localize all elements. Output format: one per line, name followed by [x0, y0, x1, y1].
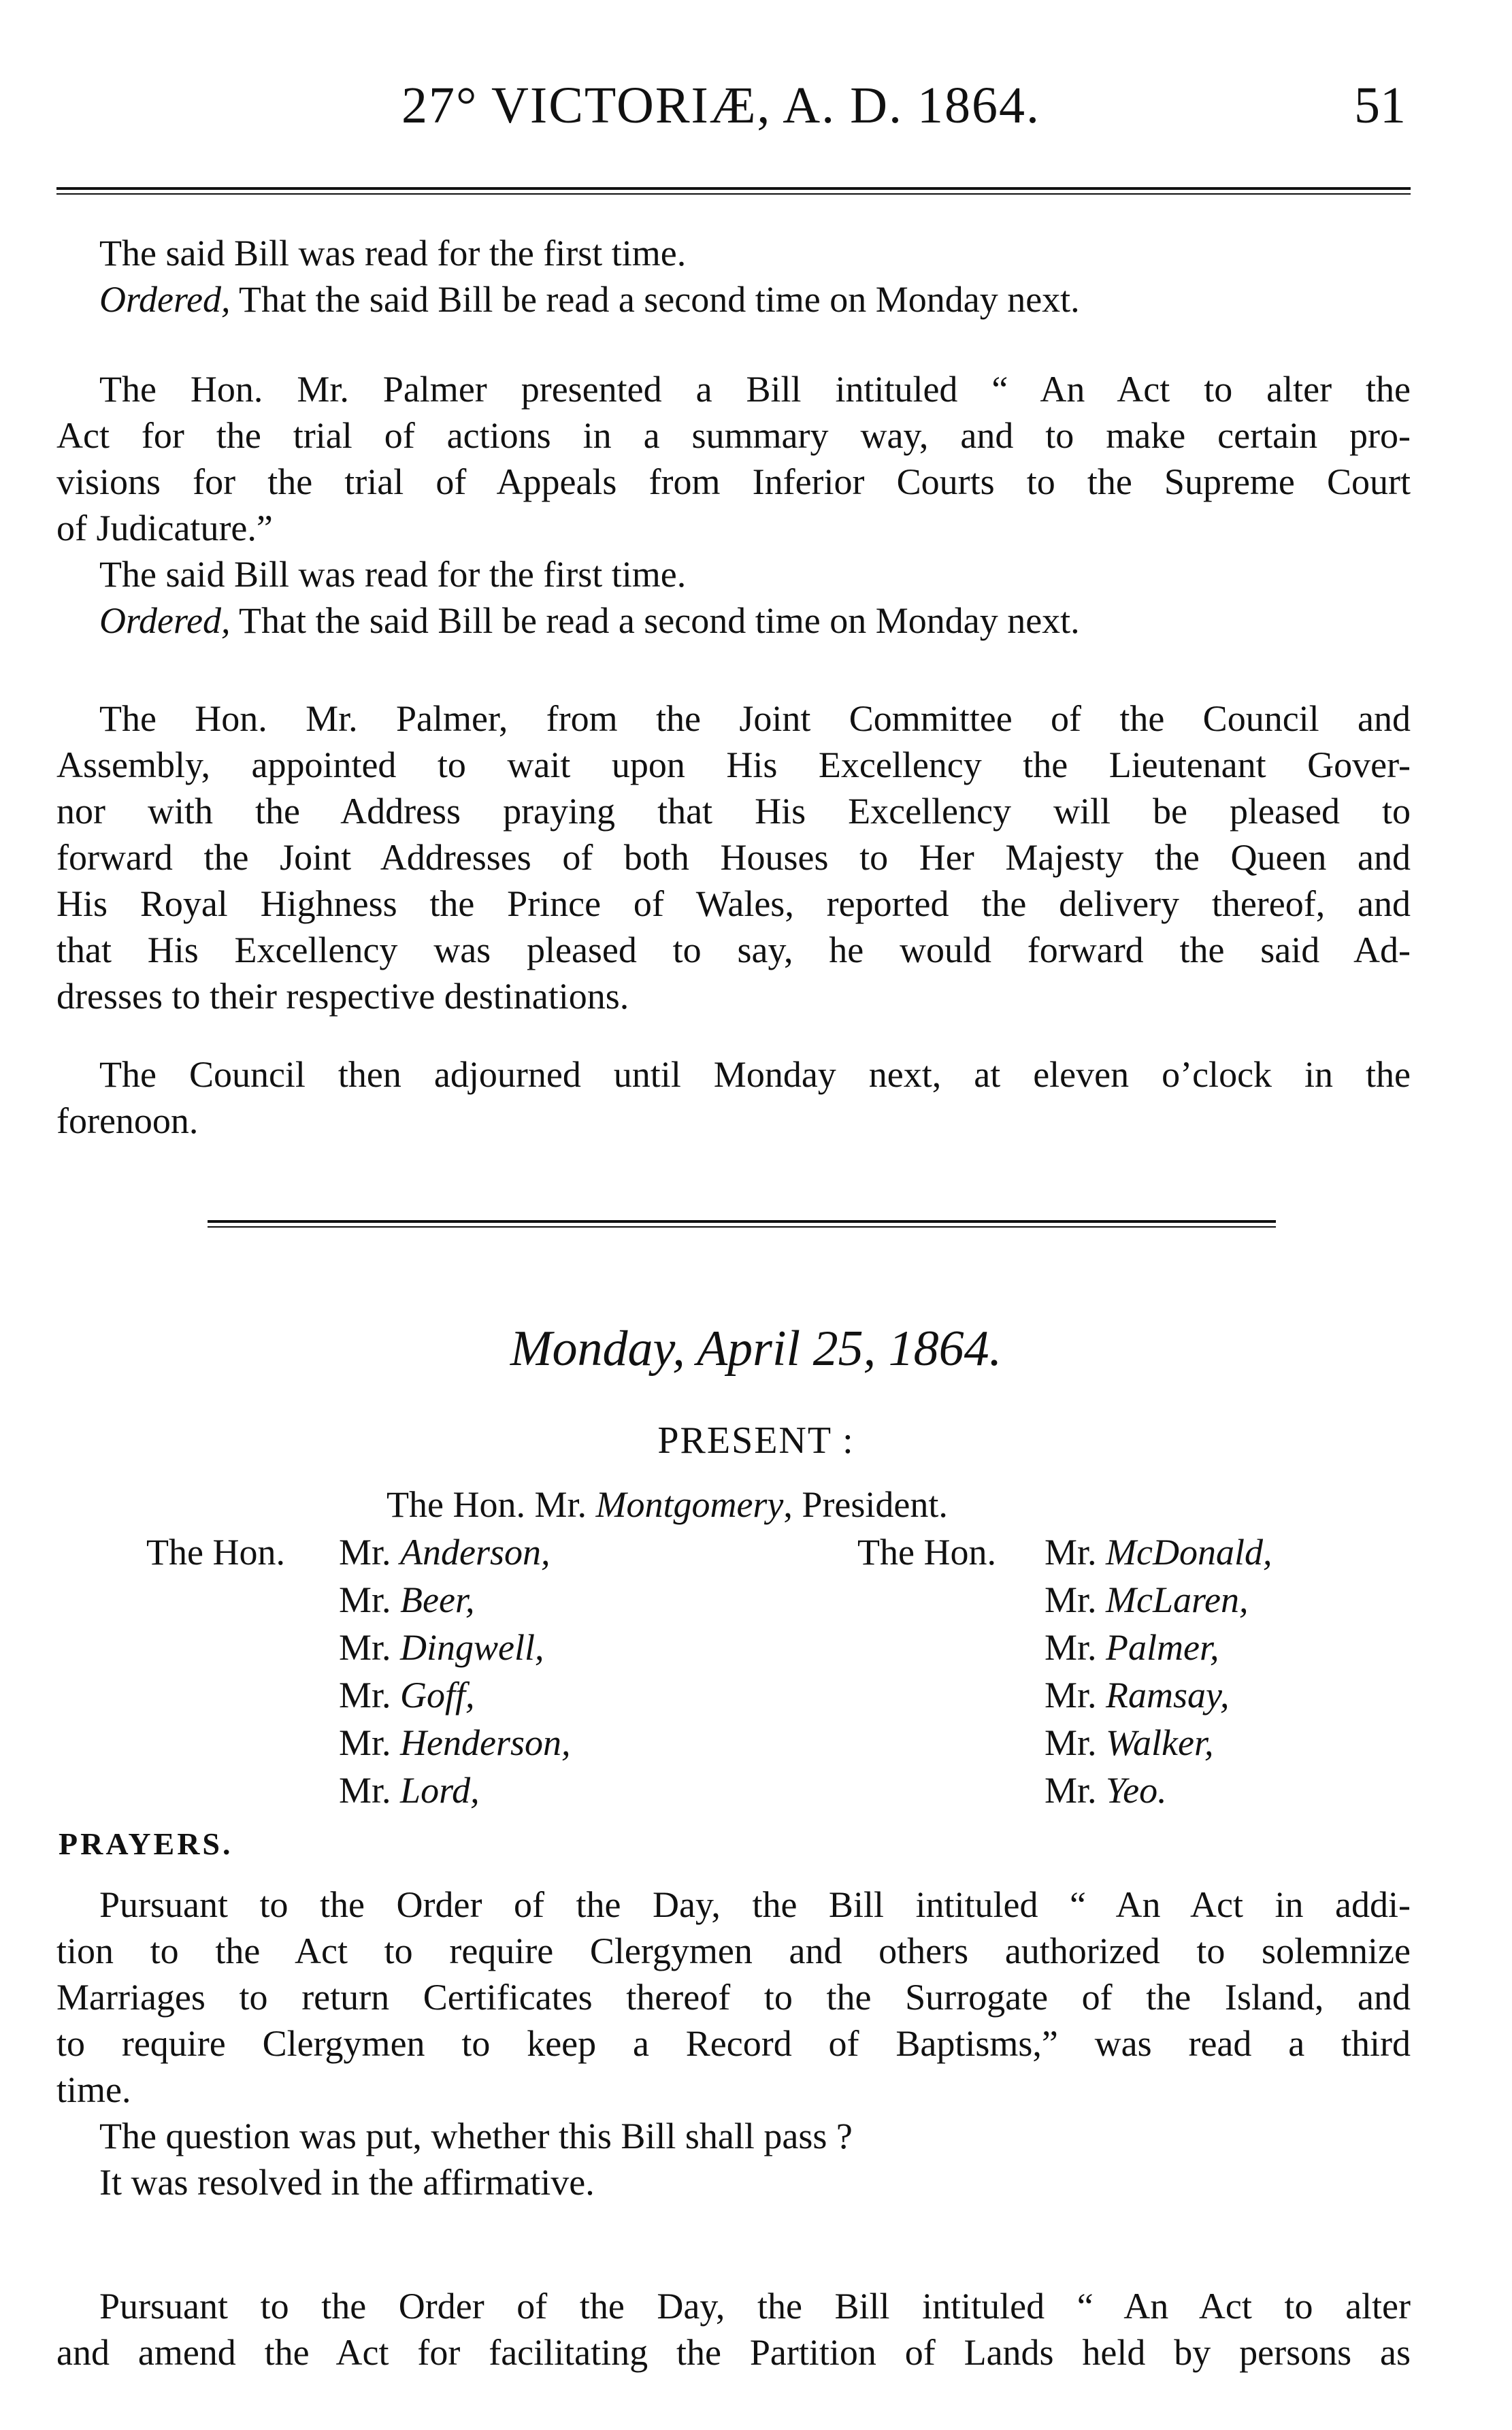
member-name: Dingwell, — [400, 1627, 544, 1668]
president-suffix: , President. — [783, 1484, 948, 1525]
member-name: Goff, — [400, 1675, 475, 1715]
member-left — [339, 1531, 550, 1573]
member-title: Mr. — [339, 1722, 391, 1763]
prayers-label: PRAYERS. — [59, 1826, 233, 1861]
section-divider-top — [208, 1220, 1276, 1223]
text-fragment: That the said Bill be read a second time on Monday next. — [239, 600, 1080, 641]
member-title: Mr. — [1045, 1722, 1097, 1763]
text-line: and amend the Act for facilitating the Partition of Lands held by persons as — [56, 2332, 1411, 2373]
text-line: The Council then adjourned until Monday next, at eleven o’clock in the — [99, 1054, 1411, 1095]
member-left — [339, 1722, 571, 1764]
ordered-word: Ordered, — [99, 279, 231, 320]
text-line: dresses to their respective destinations. — [56, 976, 629, 1017]
text-line: His Royal Highness the Prince of Wales, reported the delivery thereof, and — [56, 883, 1411, 924]
text-line: that His Excellency was pleased to say, he would forward the said Ad- — [56, 930, 1411, 970]
text-line: Act for the trial of actions in a summary way, and to make certain pro- — [56, 415, 1411, 456]
text-line: to require Clergymen to keep a Record of Baptisms,” was read a third — [56, 2023, 1411, 2064]
member-name: McDonald, — [1106, 1532, 1272, 1573]
text-line: Marriages to return Certificates thereof to the Surrogate of the Island, and — [56, 1977, 1411, 2018]
paragraph-first-reading — [56, 230, 1411, 323]
text-line: forenoon. — [56, 1100, 199, 1141]
member-right — [1045, 1674, 1230, 1716]
text-line — [56, 597, 1411, 644]
member-name: Anderson, — [400, 1532, 550, 1573]
member-name: Palmer, — [1106, 1627, 1219, 1668]
text-line: tion to the Act to require Clergymen and others authorized to solemnize — [56, 1931, 1411, 1971]
text-line: Pursuant to the Order of the Day, the Bill intituled “ An Act to alter — [99, 2286, 1411, 2327]
paragraph-joint-committee — [56, 695, 1411, 1019]
member-left — [339, 1579, 474, 1621]
text-line — [56, 276, 1411, 323]
paragraph-adjournment — [56, 1051, 1411, 1144]
member-title: Mr. — [339, 1627, 391, 1668]
present-label: PRESENT : — [657, 1419, 855, 1462]
section-divider-bottom — [208, 1226, 1276, 1228]
sitting-date-heading: Monday, April 25, 1864. — [510, 1321, 1002, 1377]
running-header-title: 27° VICTORIÆ, A. D. 1864. — [401, 77, 1040, 134]
ordered-word: Ordered, — [99, 600, 231, 641]
member-left — [339, 1626, 544, 1669]
member-title: Mr. — [339, 1675, 391, 1715]
member-right — [1045, 1769, 1167, 1811]
page-number: 51 — [1354, 77, 1406, 134]
president-name: Montgomery — [595, 1484, 784, 1525]
paragraph-marriages-bill — [56, 1882, 1411, 2205]
member-title: Mr. — [1045, 1675, 1097, 1715]
member-left — [339, 1769, 480, 1811]
member-name: Yeo. — [1106, 1770, 1167, 1811]
president-prefix: The Hon. Mr. — [387, 1484, 596, 1525]
member-title: Mr. — [339, 1532, 391, 1573]
paragraph-partition-bill — [56, 2283, 1411, 2376]
member-name: Walker, — [1106, 1722, 1214, 1763]
right-column-prefix: The Hon. — [857, 1532, 996, 1573]
member-right — [1045, 1626, 1219, 1669]
text-fragment: That the said Bill be read a second time on Monday next. — [239, 279, 1080, 320]
text-line: It was resolved in the affirmative. — [99, 2162, 595, 2203]
text-line: of Judicature.” — [56, 508, 273, 548]
member-title: Mr. — [1045, 1579, 1097, 1620]
member-right — [1045, 1531, 1272, 1573]
text-line: The Hon. Mr. Palmer presented a Bill intituled “ An Act to alter the — [99, 369, 1411, 410]
member-right — [1045, 1579, 1249, 1621]
member-title: Mr. — [1045, 1770, 1097, 1811]
text-line: visions for the trial of Appeals from Inferior Courts to the Supreme Court — [56, 461, 1411, 502]
member-name: Lord, — [400, 1770, 480, 1811]
text-line: Pursuant to the Order of the Day, the Bill intituled “ An Act in addi- — [99, 1884, 1411, 1925]
paragraph-palmer-bill — [56, 366, 1411, 644]
member-title: Mr. — [1045, 1627, 1097, 1668]
member-title: Mr. — [339, 1770, 391, 1811]
text-line: The question was put, whether this Bill shall pass ? — [99, 2116, 853, 2156]
member-name: Beer, — [400, 1579, 475, 1620]
text-line: Assembly, appointed to wait upon His Excellency the Lieutenant Gover- — [56, 744, 1411, 785]
text-line: forward the Joint Addresses of both Houses to Her Majesty the Queen and — [56, 837, 1411, 878]
president-line — [387, 1483, 948, 1526]
text-line: The said Bill was read for the first time. — [99, 554, 687, 595]
left-column-prefix: The Hon. — [146, 1532, 285, 1573]
member-name: Henderson, — [400, 1722, 571, 1763]
text-line: The Hon. Mr. Palmer, from the Joint Committee of the Council and — [99, 698, 1411, 739]
member-title: Mr. — [1045, 1532, 1097, 1573]
text-line: nor with the Address praying that His Excellency will be pleased to — [56, 791, 1411, 832]
header-rule-bottom — [56, 193, 1411, 195]
member-name: McLaren, — [1106, 1579, 1249, 1620]
member-left — [339, 1674, 475, 1716]
member-right — [1045, 1722, 1214, 1764]
text-line: time. — [56, 2069, 131, 2110]
header-rule-top — [56, 187, 1411, 190]
member-name: Ramsay, — [1106, 1675, 1230, 1715]
text-line: The said Bill was read for the first time. — [99, 233, 687, 274]
member-title: Mr. — [339, 1579, 391, 1620]
